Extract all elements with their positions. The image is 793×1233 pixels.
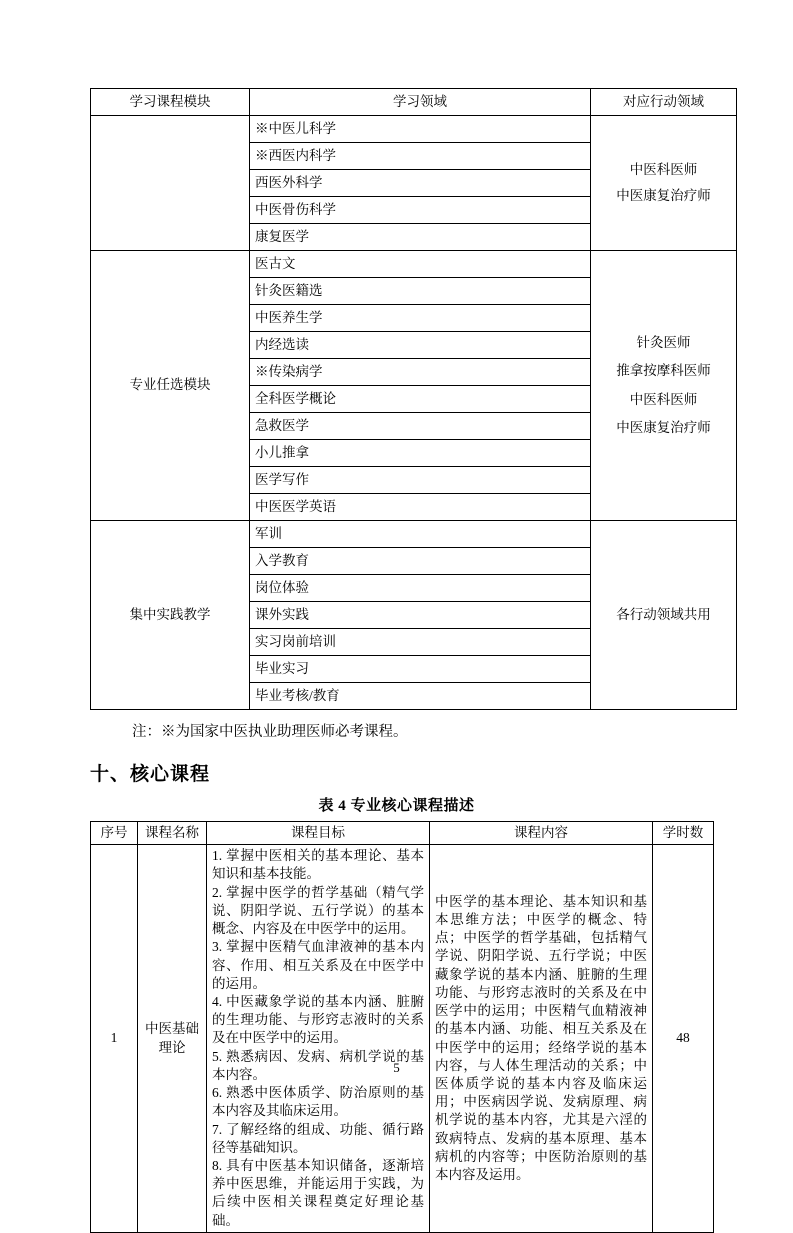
- spacer: [596, 179, 731, 187]
- area-cell: 急救医学: [250, 413, 591, 440]
- table-header-row: [91, 89, 737, 116]
- area-cell: 岗位体验: [250, 575, 591, 602]
- table-header-row: [91, 822, 714, 845]
- header-goal: 课程目标: [207, 822, 430, 845]
- table-row: [91, 845, 714, 1233]
- area-cell: 针灸医籍选: [250, 278, 591, 305]
- table4-caption: 表 4 专业核心课程描述: [318, 798, 475, 814]
- module-cell-1: [91, 116, 250, 251]
- spacer: [596, 409, 731, 419]
- module-cell-3: 集中实践教学: [91, 521, 250, 710]
- table-row: [91, 251, 737, 278]
- text-line: 1. 掌握中医相关的基本理论、基本知识和基本技能。: [212, 848, 424, 882]
- area-cell: ※传染病学: [250, 359, 591, 386]
- header-hours: 学时数: [653, 822, 714, 845]
- action-line: 中医科医师: [629, 161, 698, 177]
- area-cell: 课外实践: [250, 602, 591, 629]
- learning-modules-body: [91, 89, 737, 710]
- area-cell: ※中医儿科学: [250, 116, 591, 143]
- area-cell: 毕业考核/教育: [250, 683, 591, 710]
- table-note: 注：※为国家中医执业助理医师必考课程。: [132, 724, 408, 740]
- module-cell-2: 专业任选模块: [91, 251, 250, 521]
- course-hours: 48: [653, 845, 714, 1233]
- area-cell: 中医养生学: [250, 305, 591, 332]
- text-line: 5. 熟悉病因、发病、病机学说的基本内容。: [212, 1048, 424, 1082]
- page-number: 5: [393, 1060, 400, 1075]
- text-line: 3. 掌握中医精气血津液神的基本内容、作用、相互关系及在中医学中的运用。: [212, 939, 424, 991]
- header-module: 学习课程模块: [91, 89, 250, 116]
- table-row: [91, 521, 737, 548]
- area-cell: 实习岗前培训: [250, 629, 591, 656]
- course-no: 1: [91, 845, 138, 1233]
- section-heading: 十、核心课程: [90, 764, 211, 785]
- course-name: 中医基础理论: [138, 845, 207, 1233]
- area-cell: 军训: [250, 521, 591, 548]
- header-action: 对应行动领域: [591, 89, 737, 116]
- action-line: 中医康复治疗师: [616, 188, 711, 203]
- text-line: 2. 掌握中医学的哲学基础（精气学说、阴阳学说、五行学说）的基本概念、内容及在中医学中的运用。: [212, 884, 424, 937]
- area-cell: 中医骨伤科学: [250, 197, 591, 224]
- action-line: 中医科医师: [629, 391, 698, 407]
- course-goal: [207, 845, 430, 1233]
- area-cell: 小儿推拿: [250, 440, 591, 467]
- core-courses-body: [91, 822, 714, 1233]
- text-line: 8. 具有中医基本知识储备，逐渐培养中医思维，并能运用于实践，为后续中医相关课程奠定好理论基础。: [212, 1157, 424, 1228]
- learning-modules-table: [90, 88, 737, 710]
- action-line: 针灸医师: [636, 335, 691, 351]
- course-content: [430, 845, 653, 1233]
- area-cell: 内经选读: [250, 332, 591, 359]
- action-cell-1: [591, 116, 737, 251]
- header-no: 序号: [91, 822, 138, 845]
- area-cell: 医学写作: [250, 467, 591, 494]
- spacer: [596, 352, 731, 362]
- area-cell: 中医医学英语: [250, 494, 591, 521]
- action-line: 推拿按摩科医师: [616, 363, 711, 379]
- area-cell: 医古文: [250, 251, 591, 278]
- action-cell-3: 各行动领域共用: [591, 521, 737, 710]
- header-content: 课程内容: [430, 822, 653, 845]
- text-line: 中医学的基本理论、基本知识和基本思维方法；中医学的概念、特点；中医学的哲学基础，包括精气学说、阴阳学说、五行学说；中医藏象学说的基本内涵、脏腑的生理功能、与形窍志液时的关系及在中医学中的运用；中医精气血精液神的基本内涵、功能、相互关系及在中医学中的运用；经络学说的基本内容，与人体生理活动的关系；中医体质学说的基本内容及临床运用；中医病因学说、发病原理、病机学说的基本内容，尤其是六淫的致病特点、发病的基本原理、基本病机的内容等；中医防治原则的基本内容及运用。: [435, 893, 647, 1183]
- text-line: 4. 中医藏象学说的基本内涵、脏腑的生理功能、与形窍志液时的关系及在中医学中的运用。: [212, 993, 424, 1046]
- text-line: 6. 熟悉中医体质学、防治原则的基本内容及其临床运用。: [212, 1085, 424, 1119]
- area-cell: 全科医学概论: [250, 386, 591, 413]
- action-line: 中医康复治疗师: [616, 419, 711, 435]
- table-row: [91, 116, 737, 143]
- spacer: [596, 381, 731, 391]
- area-cell: 毕业实习: [250, 656, 591, 683]
- area-cell: 康复医学: [250, 224, 591, 251]
- text-line: 7. 了解经络的组成、功能、循行路径等基础知识。: [212, 1121, 424, 1155]
- action-cell-2: [591, 251, 737, 521]
- area-cell: 西医外科学: [250, 170, 591, 197]
- core-courses-table: [90, 821, 714, 1233]
- header-course-name: 课程名称: [138, 822, 207, 845]
- area-cell: 入学教育: [250, 548, 591, 575]
- area-cell: ※西医内科学: [250, 143, 591, 170]
- header-area: 学习领域: [250, 89, 591, 116]
